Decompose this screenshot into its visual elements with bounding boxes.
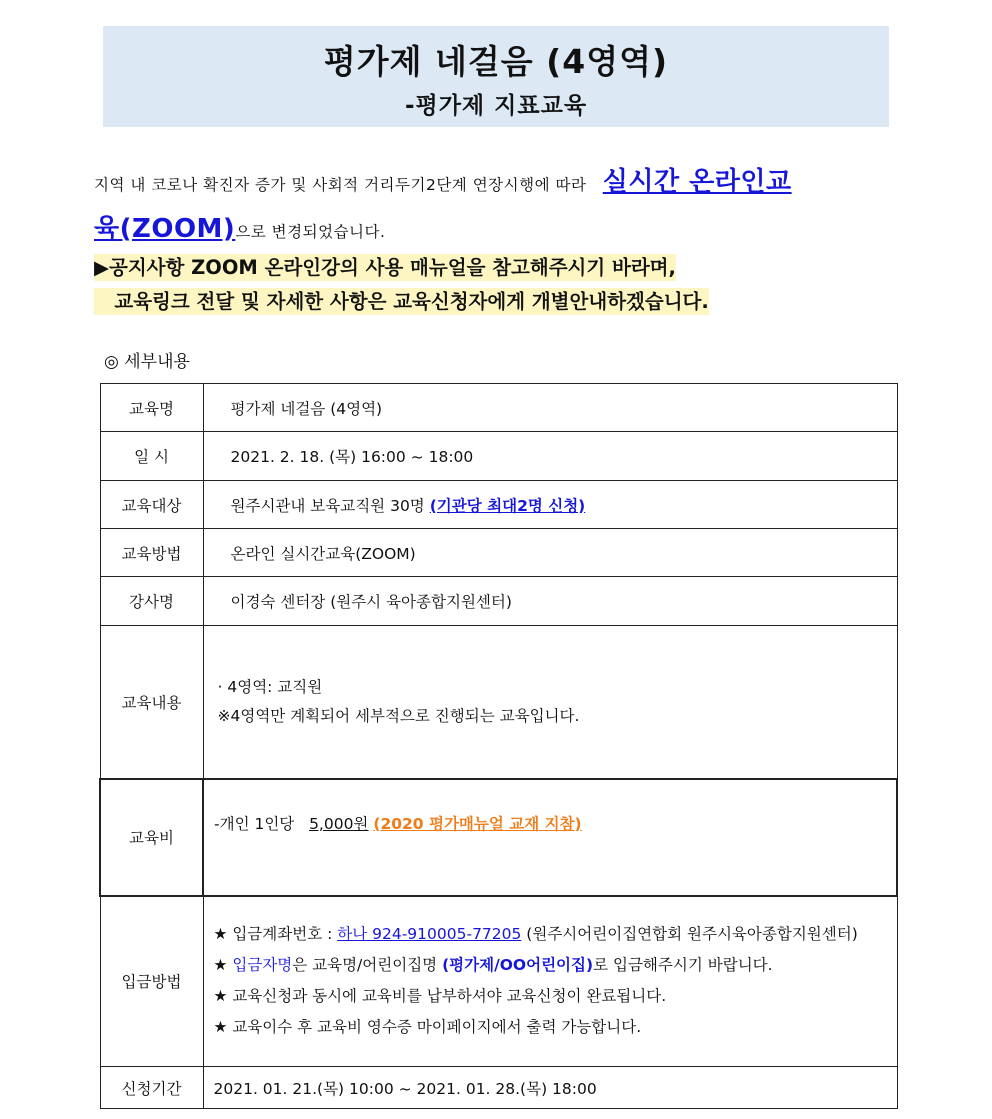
depositor-format: (평가제/OO어린이집) xyxy=(442,956,594,975)
content-line-2: ※4영역만 계획되어 세부적으로 진행되는 교육입니다. xyxy=(217,706,580,725)
course-name-value: 평가제 네걸음 (4영역) xyxy=(203,384,897,432)
table-row xyxy=(100,896,897,1067)
target-cell xyxy=(203,481,897,529)
period-label: 신청기간 xyxy=(100,1067,203,1109)
notice-line-2: 교육링크 전달 및 자세한 사항은 교육신청자에게 개별안내하겠습니다. xyxy=(94,286,898,314)
target-label: 교육대상 xyxy=(100,481,203,529)
payment-line-1: ★ 입금계좌번호 : 하나 924-910005-77205 (원주시어린이집연합회 원주시육아종합지원센터) xyxy=(213,925,858,944)
intro-highlight-a: 실시간 온라인교 xyxy=(602,167,792,197)
table-row xyxy=(100,779,897,896)
instructor-value: 이경숙 센터장 (원주시 육아종합지원센터) xyxy=(203,577,897,626)
target-note: (기관당 최대2명 신청) xyxy=(429,496,586,515)
payment-line-2: ★ 입금자명은 교육명/어린이집명 (평가제/OO어린이집)로 입금해주시기 바랍니다. xyxy=(213,956,773,975)
fee-label: 교육비 xyxy=(100,779,203,896)
table-row xyxy=(100,432,897,481)
fee-prefix: -개인 1인당 xyxy=(214,814,295,833)
content-cell xyxy=(203,626,897,779)
instructor-label: 강사명 xyxy=(100,577,203,626)
payment-line-4: ★ 교육이수 후 교육비 영수증 마이페이지에서 출력 가능합니다. xyxy=(213,1018,642,1037)
table-row xyxy=(100,384,897,432)
intro-highlight-b: 육(ZOOM) xyxy=(94,214,236,244)
date-label: 일 시 xyxy=(100,432,203,481)
date-value: 2021. 2. 18. (목) 16:00 ~ 18:00 xyxy=(203,432,897,481)
course-name-label: 교육명 xyxy=(100,384,203,432)
payment-line-3: ★ 교육신청과 동시에 교육비를 납부하셔야 교육신청이 완료됩니다. xyxy=(213,987,667,1006)
details-table xyxy=(99,383,898,1109)
notice-line-1: ▶공지사항 ZOOM 온라인강의 사용 매뉴얼을 참고해주시기 바라며, xyxy=(94,256,676,279)
page-subtitle: -평가제 지표교육 xyxy=(404,93,588,119)
intro-tail: 으로 변경되었습니다. xyxy=(235,223,386,241)
fee-cell xyxy=(203,779,897,896)
page-title: 평가제 네걸음 (4영역) xyxy=(323,42,669,81)
table-row xyxy=(100,1067,897,1109)
section-title: ◎ 세부내용 xyxy=(104,352,190,372)
target-value: 원주시관내 보육교직원 30명 xyxy=(230,496,425,515)
method-label: 교육방법 xyxy=(100,529,203,577)
table-row xyxy=(100,577,897,626)
period-value: 2021. 01. 21.(목) 10:00 ~ 2021. 01. 28.(목) 18:00 xyxy=(203,1067,897,1109)
account-number: 하나 924-910005-77205 xyxy=(337,925,522,944)
payment-label: 입금방법 xyxy=(100,896,203,1067)
table-row xyxy=(100,529,897,577)
fee-note: (2020 평가매뉴얼 교재 지참) xyxy=(373,814,582,833)
method-value: 온라인 실시간교육(ZOOM) xyxy=(203,529,897,577)
intro-paragraph xyxy=(94,160,900,254)
table-row xyxy=(100,481,897,529)
fee-amount: 5,000원 xyxy=(309,814,369,833)
payment-cell xyxy=(203,896,897,1067)
table-row xyxy=(100,626,897,779)
intro-text: 지역 내 코로나 확진자 증가 및 사회적 거리두기2단계 연장시행에 따라 xyxy=(94,176,587,194)
content-line-1: · 4영역: 교직원 xyxy=(217,677,323,696)
content-label: 교육내용 xyxy=(100,626,203,779)
title-banner xyxy=(103,26,889,127)
depositor-name-label: 입금자명 xyxy=(232,956,293,975)
